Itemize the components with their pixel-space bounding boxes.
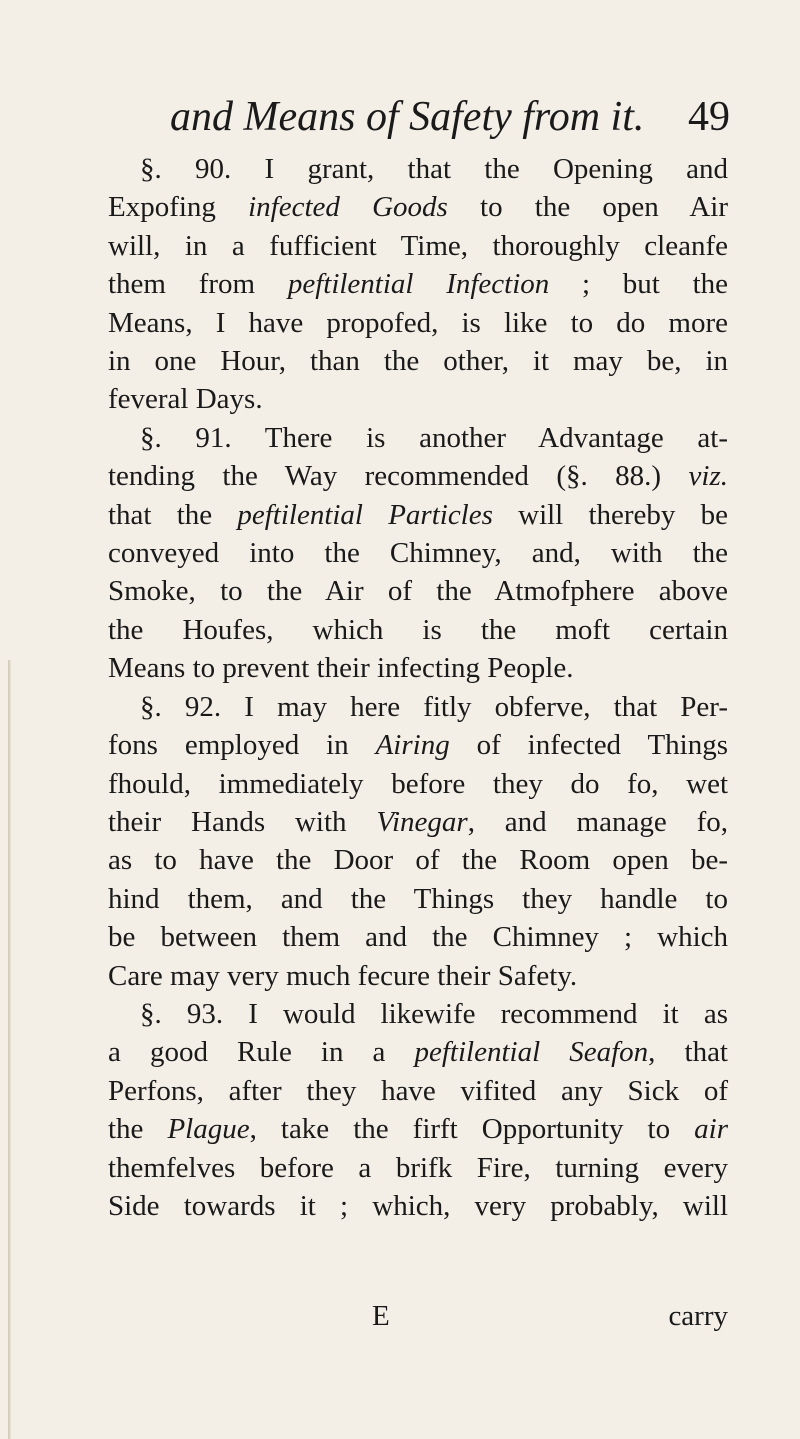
text-line <box>108 649 728 687</box>
text-segment: §. 90. I grant, that the Opening and <box>140 153 728 185</box>
italic-phrase: peftilential Seafon <box>414 1036 649 1069</box>
page-number: 49 <box>688 94 730 140</box>
text-segment: to the open Air <box>447 191 728 224</box>
text-segment: feveral Days. <box>108 383 263 416</box>
catchword: carry <box>668 1300 728 1332</box>
text-line <box>108 841 728 879</box>
italic-phrase: infected Goods <box>248 191 448 224</box>
text-segment: be between them and the Chimney ; which <box>108 921 728 954</box>
text-line <box>108 1072 728 1110</box>
text-segment: Care may very much fecure their Safety. <box>108 959 578 992</box>
text-segment: §. 92. I may here fitly obferve, that Per- <box>140 690 728 723</box>
text-line <box>108 726 728 764</box>
running-title: and Means of Safety from it. <box>170 94 645 140</box>
text-segment: , and manage fo, <box>467 805 728 838</box>
text-segment: the <box>108 1113 168 1146</box>
text-line <box>108 957 728 995</box>
text-segment: will, in a fufficient Time, thoroughly cleanfe <box>108 229 728 262</box>
text-segment: Expofing <box>108 191 249 224</box>
text-segment: the Houfes, which is the moft certain <box>108 613 728 646</box>
italic-phrase: Airing <box>375 729 450 762</box>
text-line <box>108 1033 728 1071</box>
text-segment: Smoke, to the Air of the Atmofphere above <box>108 575 728 608</box>
text-segment: Means to prevent their infecting People. <box>108 652 574 685</box>
text-line <box>108 380 728 418</box>
text-segment: their Hands with <box>108 805 377 838</box>
italic-phrase: peftilential Particles <box>237 498 493 531</box>
page-edge-shadow <box>8 660 11 1439</box>
text-line <box>108 765 728 803</box>
text-line <box>108 188 728 226</box>
text-segment: them from <box>108 268 288 301</box>
text-line <box>108 880 728 918</box>
text-line <box>108 457 728 495</box>
text-line <box>108 611 728 649</box>
text-line <box>108 995 728 1033</box>
text-line <box>108 688 728 726</box>
text-segment: tending the Way recommended (§. 88.) <box>108 460 689 493</box>
text-segment: §. 91. There is another Advantage at- <box>140 421 728 454</box>
italic-phrase: air <box>694 1113 728 1146</box>
italic-phrase: Plague <box>167 1113 250 1146</box>
italic-phrase: viz. <box>688 460 728 493</box>
text-line <box>108 150 728 188</box>
text-segment: of infected Things <box>449 729 728 762</box>
text-segment: fons employed in <box>108 729 376 762</box>
running-head <box>170 92 730 142</box>
italic-phrase: peftilential Infection <box>287 268 550 301</box>
text-line <box>108 304 728 342</box>
text-segment: conveyed into the Chimney, and, with the <box>108 537 728 570</box>
text-line <box>108 496 728 534</box>
text-segment: Means, I have propofed, is like to do more <box>108 306 728 339</box>
text-line <box>108 572 728 610</box>
text-segment: fhould, immediately before they do fo, wet <box>108 767 728 800</box>
text-segment: ; but the <box>549 268 729 301</box>
text-line <box>108 227 728 265</box>
text-line <box>108 1187 728 1225</box>
text-line <box>108 918 728 956</box>
text-line <box>108 265 728 303</box>
text-segment: Side towards it ; which, very probably, will <box>108 1189 728 1222</box>
text-segment: themfelves before a brifk Fire, turning every <box>108 1151 728 1184</box>
text-line <box>108 342 728 380</box>
text-line <box>108 1110 728 1148</box>
text-segment: will thereby be <box>492 498 728 531</box>
text-segment: hind them, and the Things they handle to <box>108 882 728 915</box>
text-line <box>108 1149 728 1187</box>
text-line <box>108 419 728 457</box>
signature-mark: E <box>372 1300 390 1332</box>
text-line <box>108 534 728 572</box>
text-segment: as to have the Door of the Room open be- <box>108 844 728 877</box>
text-segment: that the <box>108 498 238 531</box>
body-text <box>108 150 728 1225</box>
text-segment: in one Hour, than the other, it may be, in <box>108 345 728 378</box>
text-segment: §. 93. I would likewife recommend it as <box>140 997 728 1030</box>
text-line <box>108 803 728 841</box>
text-segment: a good Rule in a <box>108 1036 415 1069</box>
italic-phrase: Vinegar <box>376 805 468 838</box>
text-segment: , take the firft Opportunity to <box>249 1113 695 1146</box>
text-segment: , that <box>648 1036 728 1069</box>
text-segment: Perfons, after they have vifited any Sick of <box>108 1074 728 1107</box>
